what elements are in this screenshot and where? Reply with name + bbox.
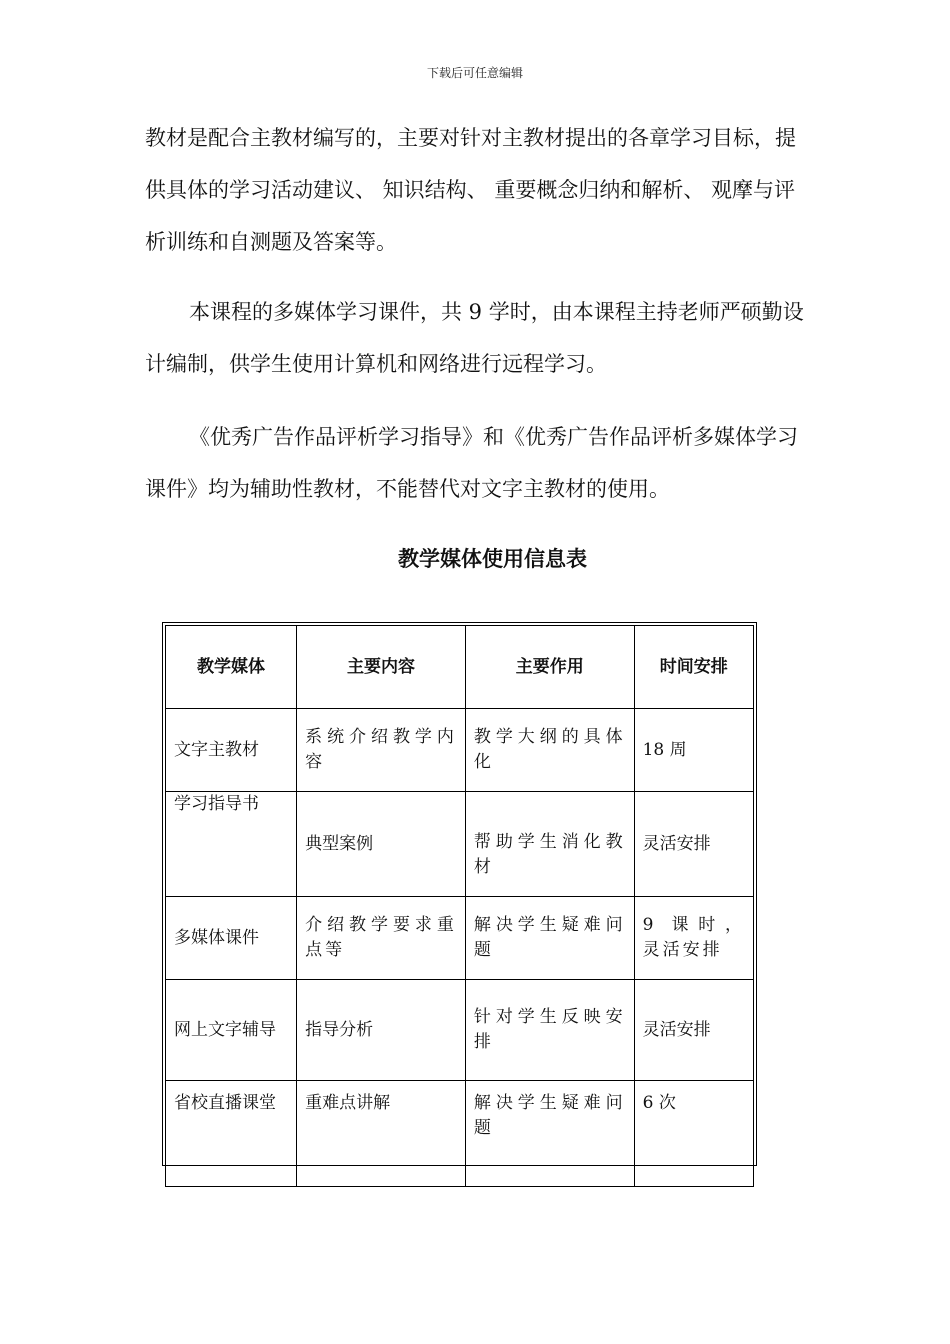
table-header-row: [166, 626, 754, 709]
header-schedule: 时间安排: [634, 626, 753, 709]
header-function: 主要作用: [465, 626, 634, 709]
cell-content: 介绍教学要求重点等: [297, 897, 466, 980]
cell-content: 典型案例: [297, 792, 466, 897]
cell-media-text: 学习指导书: [174, 794, 259, 814]
paragraph-1: 教材是配合主教材编写的，主要对针对主教材提出的各章学习目标，提供具体的学习活动建议、 知识结构、 重要概念归纳和解析、 观摩与评析训练和自测题及答案等。: [145, 126, 796, 254]
cell-schedule: 18 周: [634, 709, 753, 792]
media-info-table: [162, 622, 757, 1166]
table-row: [166, 709, 754, 792]
cell-function: 帮助学生消化教材: [465, 792, 634, 897]
page-header: 下载后可任意编辑: [426, 66, 523, 80]
paragraph-2: 本课程的多媒体学习课件，共 9 学时，由本课程主持老师严硕勤设计编制，供学生使用计算机和网络进行远程学习。: [145, 300, 804, 376]
header-media: 教学媒体: [166, 626, 297, 709]
cell-schedule: 灵活安排: [634, 792, 753, 897]
cell-media: [166, 792, 297, 897]
cell-function: 解决学生疑难问题: [465, 1081, 634, 1187]
cell-media: 省校直播课堂: [166, 1081, 297, 1187]
cell-schedule: 6 次: [634, 1081, 753, 1187]
cell-content: 重难点讲解: [297, 1081, 466, 1187]
cell-content: 系统介绍教学内容: [297, 709, 466, 792]
cell-function: 解决学生疑难问题: [465, 897, 634, 980]
cell-media: 网上文字辅导: [166, 980, 297, 1081]
paragraph-3: 《优秀广告作品评析学习指导》和《优秀广告作品评析多媒体学习课件》均为辅助性教材，不能替代对文字主教材的使用。: [145, 425, 798, 501]
table-row: [166, 980, 754, 1081]
cell-content: 指导分析: [297, 980, 466, 1081]
table-row: [166, 792, 754, 897]
cell-media: 文字主教材: [166, 709, 297, 792]
table-row: [166, 1081, 754, 1187]
cell-schedule: 9 课时， 灵活安排: [634, 897, 753, 980]
cell-function: 教学大纲的具体化: [465, 709, 634, 792]
header-content: 主要内容: [297, 626, 466, 709]
table-row: [166, 897, 754, 980]
table-title: 教学媒体使用信息表: [398, 547, 587, 571]
cell-schedule: 灵活安排: [634, 980, 753, 1081]
cell-media: 多媒体课件: [166, 897, 297, 980]
cell-function: 针对学生反映安排: [465, 980, 634, 1081]
